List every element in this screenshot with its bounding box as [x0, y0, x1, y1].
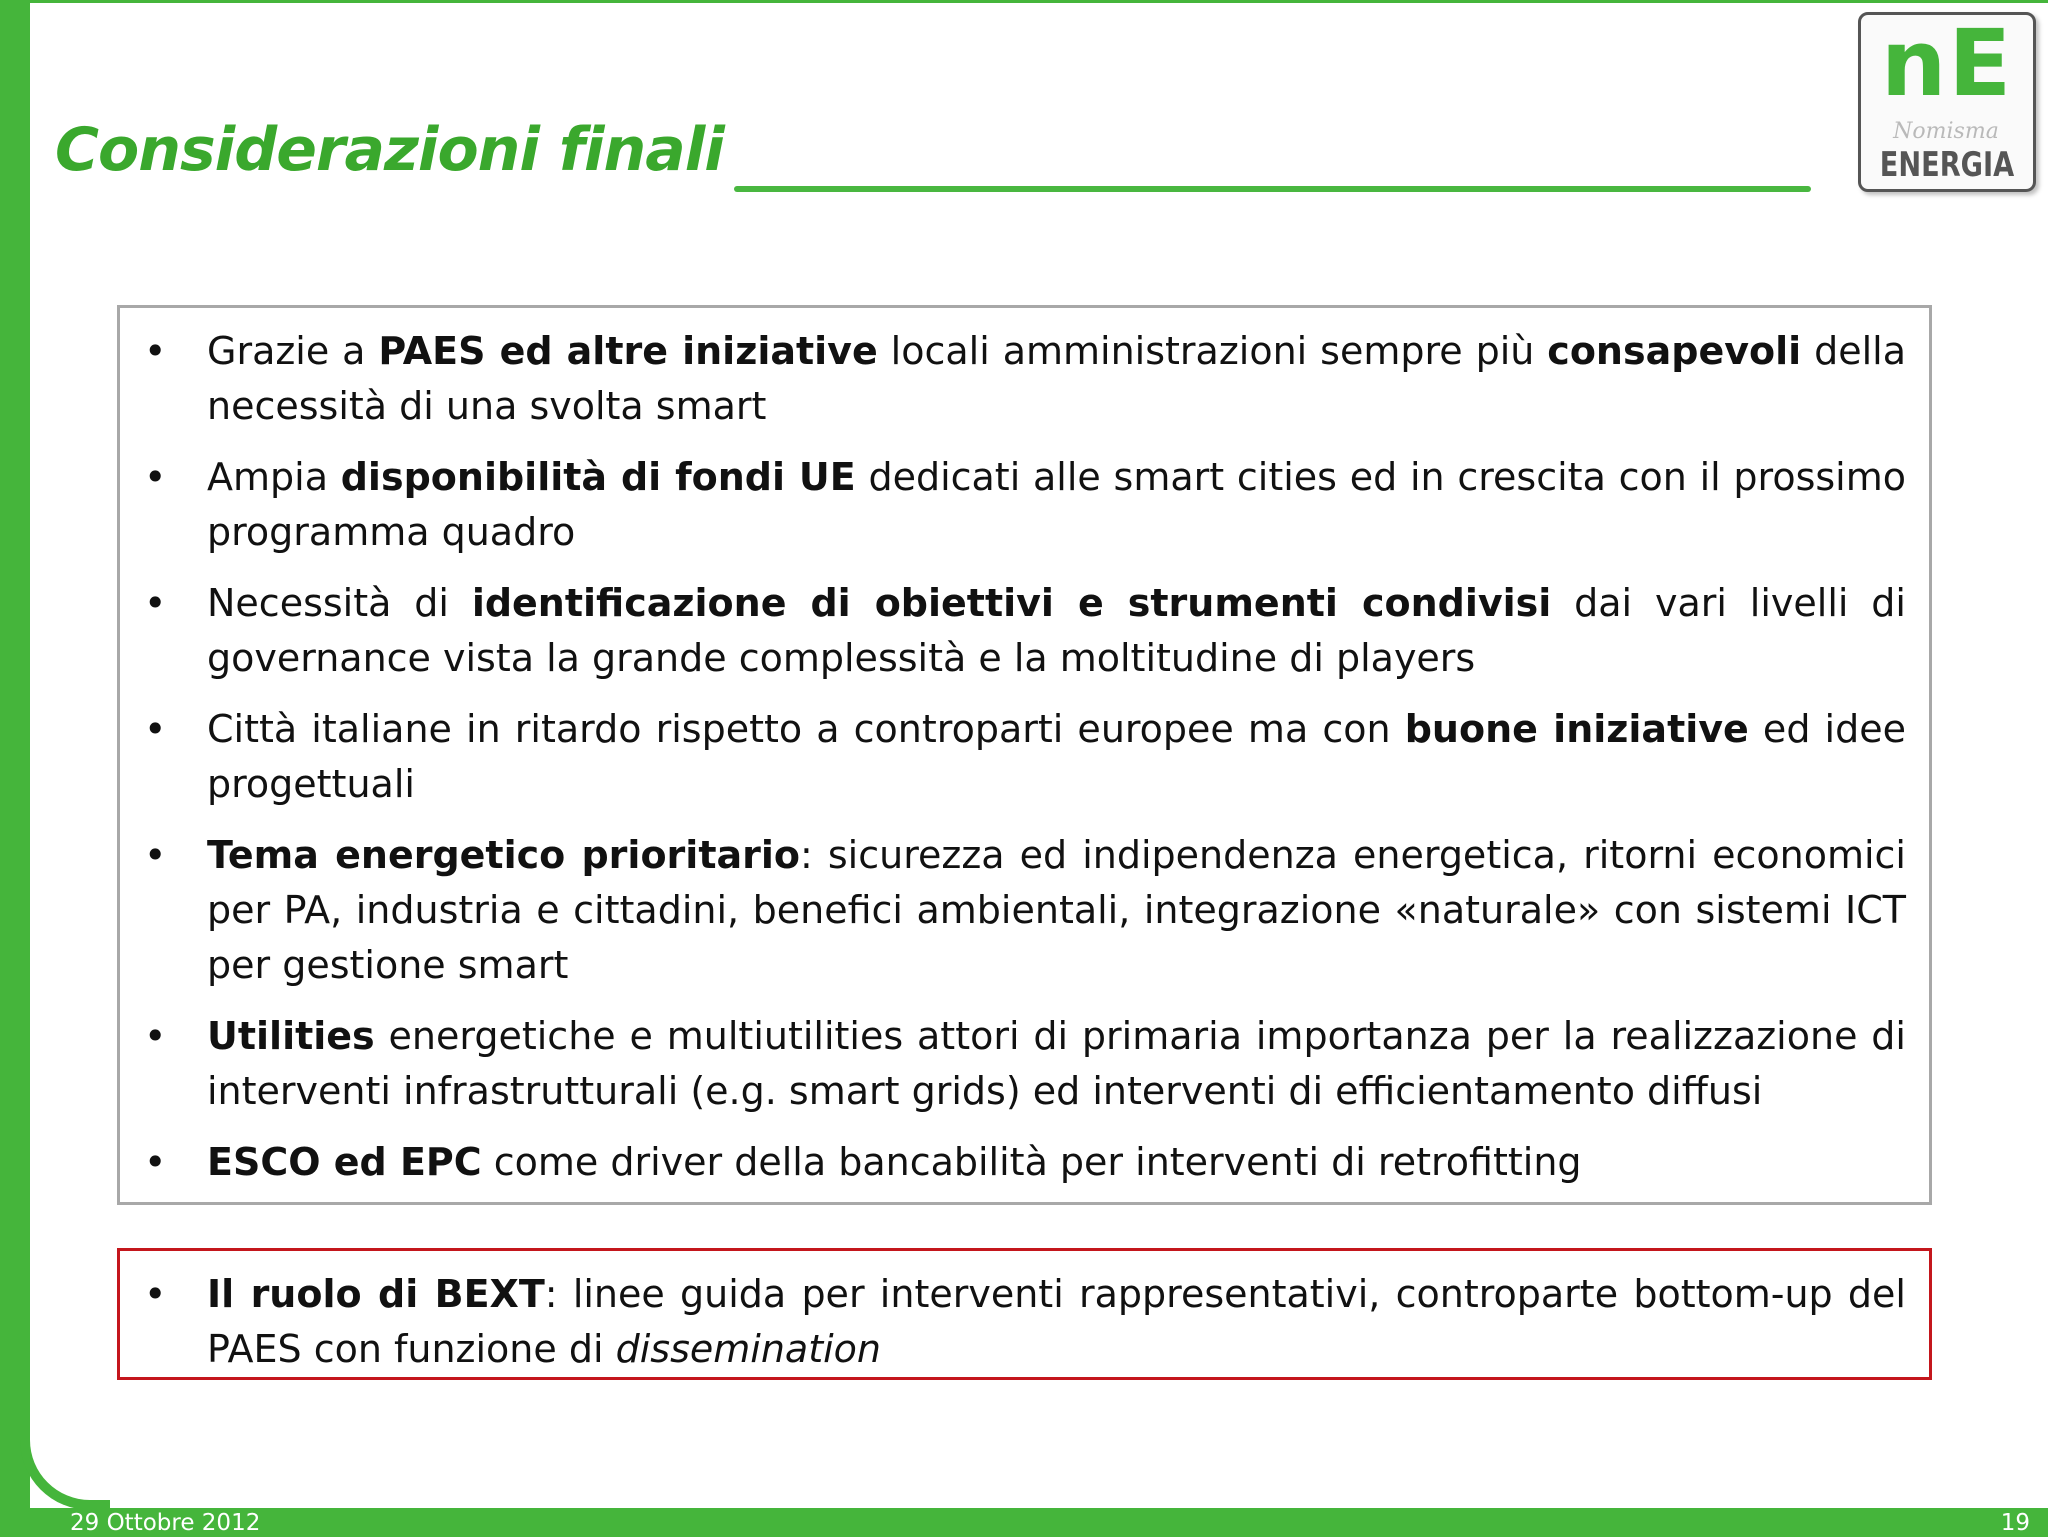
- nomisma-energia-logo: [1858, 12, 2036, 192]
- logo-mark: nE: [1880, 12, 2014, 117]
- bullet-text-segment: Città italiane in ritardo rispetto a controparti europee ma con: [207, 707, 1405, 751]
- bullet-text-segment: della necessità di una svolta smart: [207, 329, 1906, 428]
- bullet-item: [120, 576, 1929, 686]
- logo-word: ENERGIA: [1879, 145, 2015, 185]
- bullet-text-segment: ed idee progettuali: [207, 707, 1906, 806]
- page-number: 19: [2000, 1510, 2030, 1536]
- footer-bar: [0, 1508, 2048, 1537]
- bullet-text-segment: Il ruolo di BEXT: [207, 1272, 545, 1316]
- bullet-item: [120, 1135, 1929, 1190]
- bullet-text-segment: ESCO ed EPC: [207, 1140, 482, 1184]
- title-underline: [734, 186, 1811, 192]
- bullet-dot: •: [144, 329, 167, 373]
- bullet-text-segment: PAES ed altre iniziative: [378, 329, 878, 373]
- footer-date: 29 Ottobre 2012: [70, 1510, 261, 1536]
- bullet-text-segment: dai vari livelli di governance vista la grande complessità e la moltitudine di players: [207, 581, 1906, 680]
- main-bullet-list: [120, 324, 1929, 1190]
- left-green-bar: [0, 0, 30, 1537]
- bullet-dot: •: [144, 707, 167, 751]
- bullet-dot: •: [144, 1272, 167, 1316]
- bullet-dot: •: [144, 833, 167, 877]
- bullet-item: [120, 1009, 1929, 1119]
- highlight-bullet-list: [120, 1267, 1929, 1377]
- bullet-dot: •: [144, 1140, 167, 1184]
- logo-script: Nomisma: [1893, 119, 1999, 144]
- bullet-item: [120, 450, 1929, 560]
- bullet-text-segment: Utilities: [207, 1014, 375, 1058]
- bullet-text-segment: Ampia: [207, 455, 341, 499]
- bullet-item: [120, 324, 1929, 434]
- bullet-text-segment: dedicati alle smart cities ed in crescita con il prossimo programma quadro: [207, 455, 1907, 554]
- bullet-text-segment: Necessità di: [207, 581, 472, 625]
- bullet-item: [120, 828, 1929, 993]
- bullet-text-segment: consapevoli: [1547, 329, 1802, 373]
- bullet-text-segment: locali amministrazioni sempre più: [877, 329, 1548, 373]
- top-border-line: [0, 0, 2048, 3]
- bullet-text-segment: : linee guida per interventi rappresentativi, controparte bottom-up del PAES con funzione di: [207, 1272, 1906, 1371]
- bullet-dot: •: [144, 455, 167, 499]
- bullet-text-segment: disponibilità di fondi UE: [340, 455, 856, 499]
- bullet-dot: •: [144, 581, 167, 625]
- bullet-text-segment: buone iniziative: [1404, 707, 1749, 751]
- bullet-text-segment: Tema energetico prioritario: [207, 833, 800, 877]
- bullet-text-segment: dissemination: [615, 1327, 881, 1371]
- bullet-item: [120, 1267, 1929, 1377]
- bullet-text-segment: energetiche e multiutilities attori di primaria importanza per la realizzazione di interventi infrastrutturali (e.g. smart grids) ed interventi di efficientamento diffusi: [207, 1014, 1906, 1113]
- bullet-text-segment: identificazione di obiettivi e strumenti condivisi: [471, 581, 1552, 625]
- bullet-text-segment: come driver della bancabilità per interventi di retrofitting: [481, 1140, 1582, 1184]
- bullet-text-segment: : sicurezza ed indipendenza energetica, ritorni economici per PA, industria e cittadini, benefici ambientali, integrazione «naturale» con sistemi ICT per gestione smart: [207, 833, 1906, 987]
- highlight-box: [117, 1248, 1932, 1380]
- bullet-dot: •: [144, 1014, 167, 1058]
- bullet-item: [120, 702, 1929, 812]
- bottom-left-corner-curve: [20, 1440, 110, 1510]
- main-bullets-box: [117, 305, 1932, 1205]
- slide-title: Considerazioni finali: [55, 115, 724, 185]
- bullet-text-segment: Grazie a: [207, 329, 379, 373]
